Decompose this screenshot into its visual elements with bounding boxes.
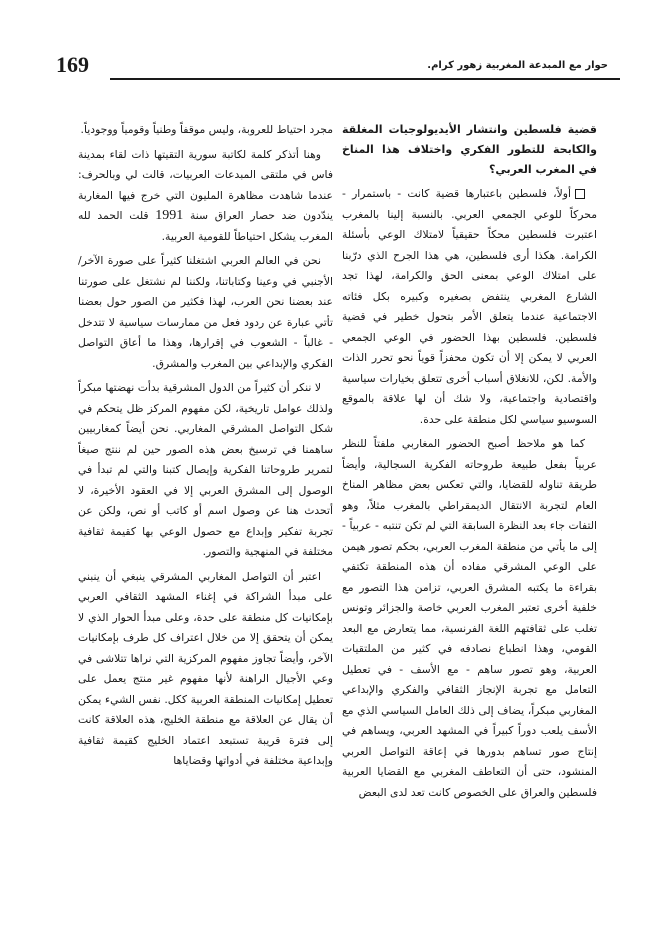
square-bullet-icon xyxy=(575,189,585,199)
running-title: حوار مع المبدعة المغربية زهور كرام. xyxy=(427,60,608,71)
running-header xyxy=(40,48,620,88)
paragraph: لا ننكر أن كثيراً من الدول المشرقية بدأت نهضتها مبكراً ولذلك عوامل تاريخية، لكن مفهوم المركز ظل يتحكم في شكل التواصل المشرقي المغاربي. نحن أيضاً كمغاربيين ساهمنا في ترسيخ بعض هذه الصور حين لم ننتج صيغاً لتمرير طروحاتنا الفكرية وإيصال كتبنا والتي لم تبدأ في الوصول إلى المشرق العربي إلا في العقود الأخيرة، لا أتحدث هنا عن وصول اسم أو كاتب أو نص، ولكن عن تجربة تفكير وإبداع مع حصول الوعي بها كقيمة ثقافية مختلفة في المنهجية والتصور. xyxy=(78,381,333,558)
paragraph: نحن في العالم العربي اشتغلنا كثيراً على صورة الآخر/ الأجنبي في وعينا وكتاباتنا، ولكننا لم نشتغل على صورتنا عند بعضنا نحن العرب، لهذا فكثير من الصور حول بعضنا تأتي عبارة عن ردود فعل من ممارسات سياسية لا تتدخل - غالباً - الشعوب في إقرارها، وهذا ما أعاق التواصل الفكري والإبداعي بين المغرب والمشرق. xyxy=(78,254,333,370)
paragraph: كما هو ملاحظ أصبح الحضور المغاربي ملفتاً للنظر عربياً بفعل طبيعة طروحاته الفكرية السجالية، وأيضاً طريقة تناوله للقضايا، والتي تعكس بعض مظاهر المناخ العام لتجربة الانتقال الديمقراطي بالمغرب مثلاً، وهو التفات جاء بعد النظرة السابقة التي لم تكن تنتبه - عربياً - إلى ما يأتي من منطقة المغرب العربي، بحكم تصور هيمن على الوعي المشرقي مفاده أن هذه المنطقة تكتفي بقراءة ما يكتبه المشرق العربي، تزامن هذا التصور مع خلفية أخرى تعتبر المغرب العربي خاصة والجزائر وتونس تغلب على ثقافتهم اللغة الفرنسية، مما يتعارض مع البعد القومي، وهذا انطباع نصادفه في كثير من الملتقيات العربية، وهو تصور ساهم - مع الأسف - في تعطيل التعامل مع تجربة الإنجاز الثقافي والفكري والإبداعي المغاربي مبكراً، يضاف إلى ذلك العامل السياسي الذي مع الأسف يلعب دوراً كبيراً في المشهد العربي، ويساهم في إنتاج صور تساهم بدورها في إعاقة التواصل العربي المنشود، حتى أن التعاطف المغربي مع القضايا العربية فلسطين والعراق على الخصوص كانت تعد لدى البعض xyxy=(342,437,597,799)
left-column xyxy=(78,120,333,880)
paragraph: اعتبر أن التواصل المغاربي المشرقي ينبغي أن ينبني على مبدأ الشراكة في إغناء المشهد الثقافي العربي بإمكانيات كل منطقة على حدة، وعلى مبدأ الحوار الذي لا يمكن أن يتحقق إلا من خلال اعتراف كل طرف بإمكانيات الآخر، وأيضاً تجاوز مفهوم المركزية التي نراها تتلاشى في وعي الأجيال الراهنة لأنها مفهوم غير منتج يعمل على تعطيل إمكانيات المنطقة العربية ككل. نفس الشيء يمكن أن يقال عن العلاقة مع منطقة الخليج، هذه العلاقة كانت إلى فترة قريبة تستبعد اعتماد الخليج كقيمة ثقافية وإبداعية مختلفة في أدواتها وقضاياها xyxy=(78,569,333,767)
paragraph-text: قلت الحمد لله المغرب يشكل احتياطاً للقومية العربية. xyxy=(78,209,333,243)
paragraph-text: وهنا أتذكر كلمة لكاتبة سورية التقيتها ذات لقاء بمدينة فاس في ملتقى المبدعات العربيات، قالت لي وبالحرف: عندما شاهدت مظاهرة المليون التي خرج فيها المغاربة يندّدون ضد حصار العراق سنة xyxy=(78,147,333,222)
right-column xyxy=(342,120,597,880)
paragraph: مجرد احتياط للعروبة، وليس موقفاً وطنياً وقومياً ووجودياً. xyxy=(80,123,333,136)
paragraph-text: أولاً، فلسطين باعتبارها قضية كانت - باستمرار - محركاً للوعي الجمعي العربي. بالنسبة إلينا بالمغرب اعتبرت فلسطين محكاً حقيقياً لامتلاك الوعي بأسئلة الكرامة. هكذا أرى فلسطين، هي هذا الجرح الذي درّبنا على امتلاك الوعي بمعنى الحق والكرامة، لهذا تجد الشارع المغربي ينتفض بصغيره وكبيره بكل فئاته الاجتماعية عندما يتعلق الأمر بتحول خطير في قضية فلسطين. فلسطين بهذا الحضور في الوعي الجمعي العربي لا يمكن إلا أن تكون محفزاً قوياً نحو تحرر الذات والأمة. لكن، للانغلاق أسباب أخرى تتعلق بخيارات سياسية واقتصادية واجتماعية، ولا شك أن لها علاقة بالموقع السوسيو سياسي لكل منطقة على حدة. xyxy=(342,187,597,426)
year: 1991 xyxy=(155,208,184,223)
header-rule xyxy=(110,78,620,80)
page-number: 169 xyxy=(56,52,89,77)
paragraph xyxy=(78,145,333,248)
section-heading: قضية فلسطين وانتشار الأيديولوجيات المغلقة والكابحة للتطور الفكري واختلاف هذا المناخ في المغرب العربي؟ xyxy=(342,123,597,176)
paragraph xyxy=(342,184,597,430)
